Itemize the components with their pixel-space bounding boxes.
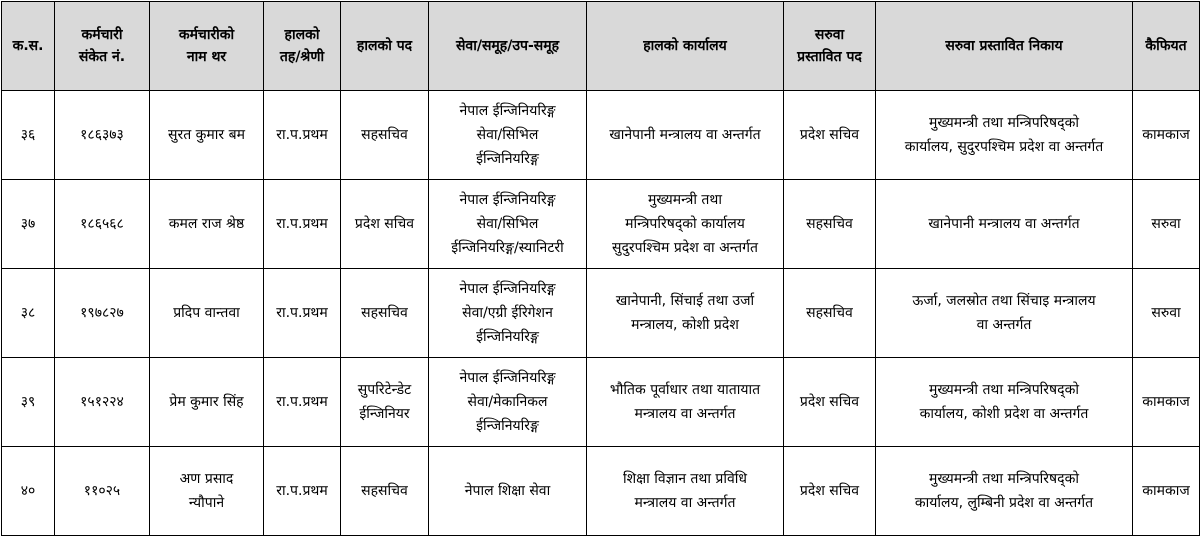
cell-proposed-office: ऊर्जा, जलस्रोत तथा सिंचाइ मन्त्रालय वा अन्तर्गत <box>876 269 1133 358</box>
cell-service-group: नेपाल शिक्षा सेवा <box>429 447 587 536</box>
cell-proposed-post: सहसचिव <box>784 269 876 358</box>
cell-proposed-office: मुख्यमन्त्री तथा मन्त्रिपरिषद्को कार्यालय, कोशी प्रदेश वा अन्तर्गत <box>876 358 1133 447</box>
cell-current-post: सहसचिव <box>341 447 429 536</box>
table-row <box>2 358 1200 447</box>
cell-current-level: रा.प.प्रथम <box>264 91 341 180</box>
cell-serial-number: ४० <box>2 447 55 536</box>
cell-employee-code: १५१२२४ <box>55 358 150 447</box>
cell-employee-name: प्रेम कुमार सिंह <box>150 358 264 447</box>
cell-current-level: रा.प.प्रथम <box>264 269 341 358</box>
header-current-post: हालको पद <box>341 2 429 91</box>
cell-proposed-post: प्रदेश सचिव <box>784 358 876 447</box>
cell-employee-name: अण प्रसाद न्यौपाने <box>150 447 264 536</box>
cell-remarks: सरुवा <box>1133 269 1200 358</box>
header-proposed-office: सरुवा प्रस्तावित निकाय <box>876 2 1133 91</box>
cell-current-post: प्रदेश सचिव <box>341 180 429 269</box>
cell-proposed-post: प्रदेश सचिव <box>784 447 876 536</box>
cell-service-group: नेपाल ईन्जिनियरिङ्ग सेवा/मेकानिकल ईन्जिनियरिङ्ग <box>429 358 587 447</box>
cell-proposed-post: सहसचिव <box>784 180 876 269</box>
cell-current-post: सुपरिटेन्डेट ईन्जिनियर <box>341 358 429 447</box>
cell-employee-name: सुरत कुमार बम <box>150 91 264 180</box>
cell-employee-code: १८६५६८ <box>55 180 150 269</box>
header-employee-code: कर्मचारी संकेत नं. <box>55 2 150 91</box>
cell-current-office: मुख्यमन्त्री तथा मन्त्रिपरिषद्को कार्यालय सुदुरपश्चिम प्रदेश वा अन्तर्गत <box>587 180 784 269</box>
cell-proposed-post: प्रदेश सचिव <box>784 91 876 180</box>
cell-employee-code: १९७८२७ <box>55 269 150 358</box>
table-row <box>2 180 1200 269</box>
cell-service-group: नेपाल ईन्जिनियरिङ्ग सेवा/सिभिल ईन्जिनियरिङ्ग/स्यानिटरी <box>429 180 587 269</box>
cell-serial-number: ३९ <box>2 358 55 447</box>
cell-current-level: रा.प.प्रथम <box>264 358 341 447</box>
cell-remarks: कामकाज <box>1133 447 1200 536</box>
table-body <box>2 91 1200 536</box>
cell-employee-code: ११०२५ <box>55 447 150 536</box>
cell-current-office: शिक्षा विज्ञान तथा प्रविधि मन्त्रालय वा अन्तर्गत <box>587 447 784 536</box>
cell-current-office: भौतिक पूर्वाधार तथा यातायात मन्त्रालय वा अन्तर्गत <box>587 358 784 447</box>
cell-current-post: सहसचिव <box>341 269 429 358</box>
cell-current-office: खानेपानी, सिंचाई तथा उर्जा मन्त्रालय, कोशी प्रदेश <box>587 269 784 358</box>
cell-serial-number: ३६ <box>2 91 55 180</box>
cell-employee-name: प्रदिप वान्तवा <box>150 269 264 358</box>
table-row <box>2 91 1200 180</box>
cell-employee-code: १८६३७३ <box>55 91 150 180</box>
cell-current-level: रा.प.प्रथम <box>264 180 341 269</box>
cell-current-office: खानेपानी मन्त्रालय वा अन्तर्गत <box>587 91 784 180</box>
cell-service-group: नेपाल ईन्जिनियरिङ्ग सेवा/सिभिल ईन्जिनियरिङ्ग <box>429 91 587 180</box>
cell-proposed-office: मुख्यमन्त्री तथा मन्त्रिपरिषद्को कार्यालय, सुदुरपश्चिम प्रदेश वा अन्तर्गत <box>876 91 1133 180</box>
table-row <box>2 269 1200 358</box>
cell-remarks: कामकाज <box>1133 358 1200 447</box>
header-serial-number: क.स. <box>2 2 55 91</box>
cell-remarks: कामकाज <box>1133 91 1200 180</box>
header-current-office: हालको कार्यालय <box>587 2 784 91</box>
table-header <box>2 2 1200 91</box>
cell-proposed-office: मुख्यमन्त्री तथा मन्त्रिपरिषद्को कार्यालय, लुम्बिनी प्रदेश वा अन्तर्गत <box>876 447 1133 536</box>
header-remarks: कैफियत <box>1133 2 1200 91</box>
transfer-table <box>1 1 1200 536</box>
header-row <box>2 2 1200 91</box>
cell-serial-number: ३७ <box>2 180 55 269</box>
cell-current-post: सहसचिव <box>341 91 429 180</box>
header-current-level: हालको तह/श्रेणी <box>264 2 341 91</box>
cell-remarks: सरुवा <box>1133 180 1200 269</box>
cell-service-group: नेपाल ईन्जिनियरिङ्ग सेवा/एग्री ईरिगेशन ईन्जिनियरिङ्ग <box>429 269 587 358</box>
header-service-group: सेवा/समूह/उप-समूह <box>429 2 587 91</box>
cell-employee-name: कमल राज श्रेष्ठ <box>150 180 264 269</box>
cell-serial-number: ३८ <box>2 269 55 358</box>
header-employee-name: कर्मचारीको नाम थर <box>150 2 264 91</box>
table-row <box>2 447 1200 536</box>
cell-current-level: रा.प.प्रथम <box>264 447 341 536</box>
header-proposed-post: सरुवा प्रस्तावित पद <box>784 2 876 91</box>
cell-proposed-office: खानेपानी मन्त्रालय वा अन्तर्गत <box>876 180 1133 269</box>
